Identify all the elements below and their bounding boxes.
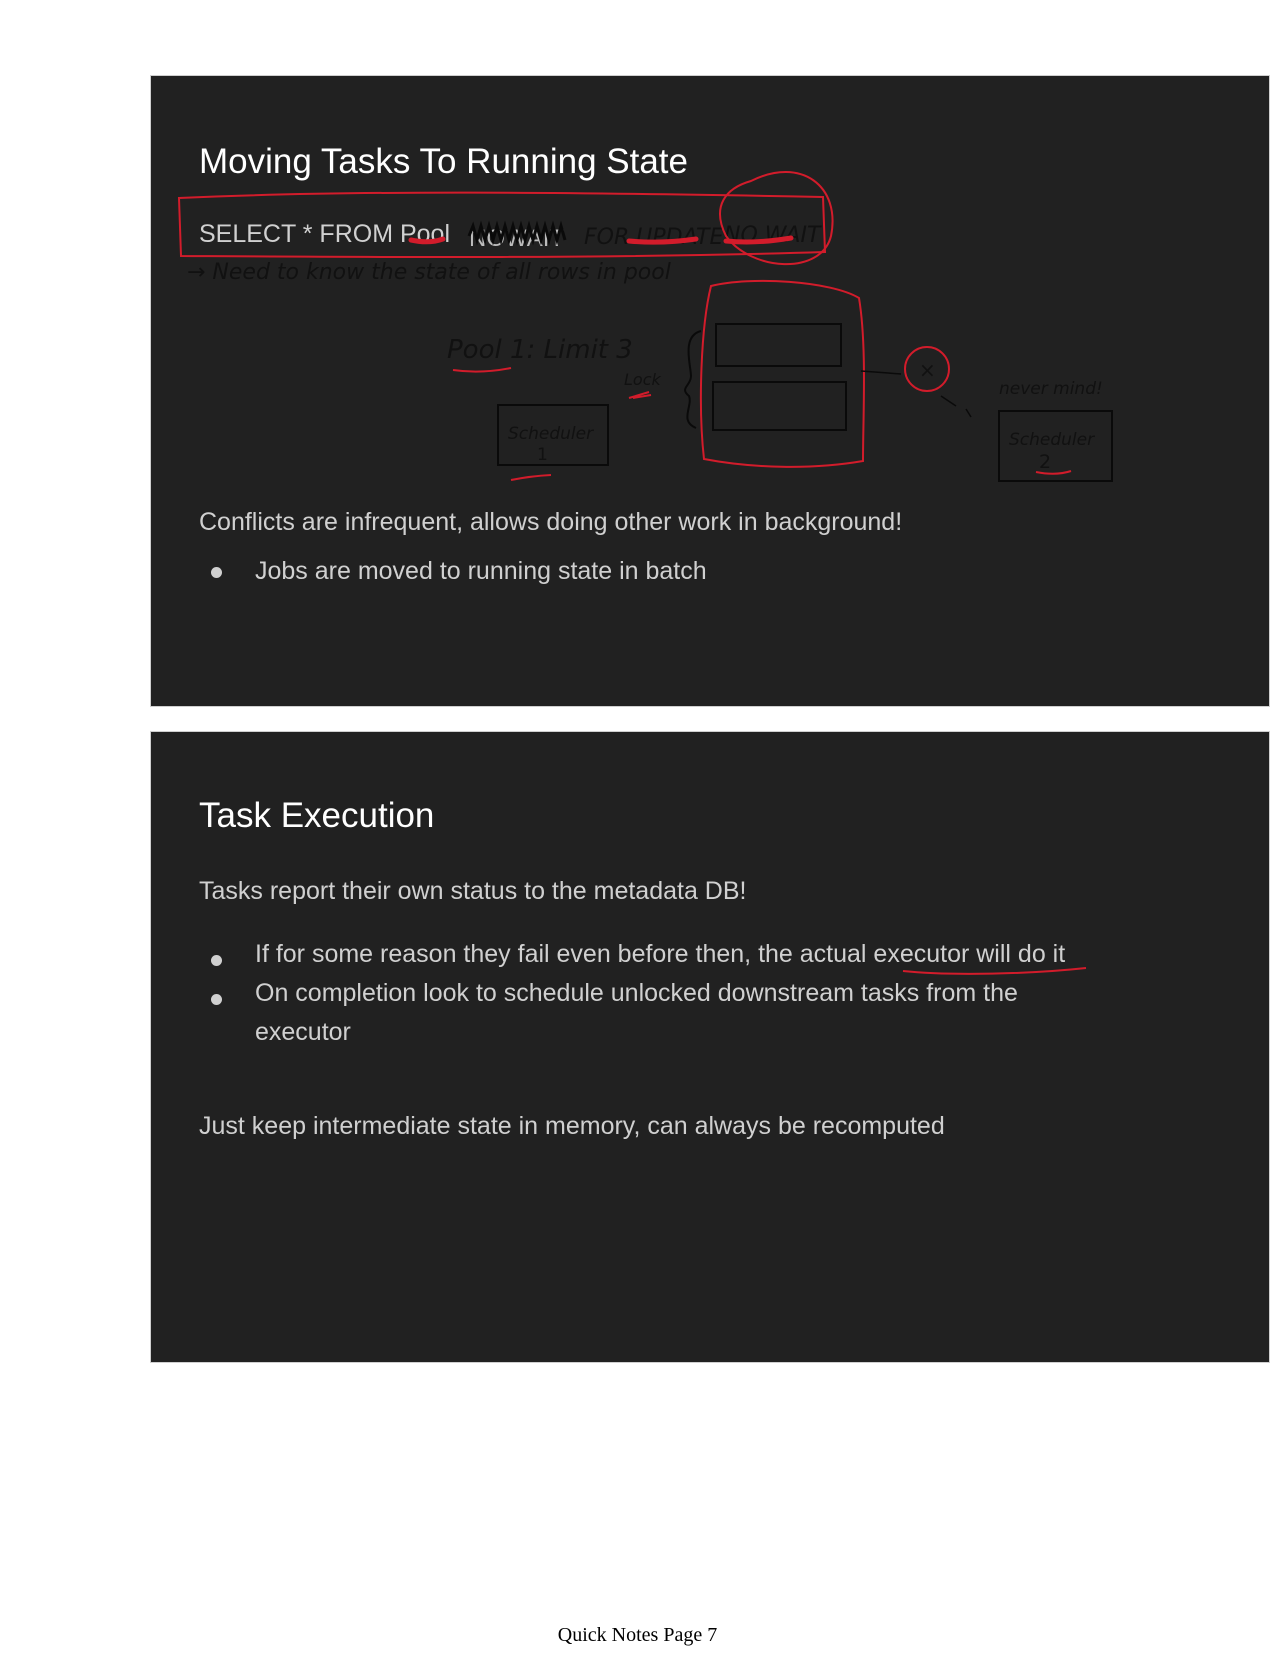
bullet-item: If for some reason they fail even before then, the actual executor will do it [255,940,1066,968]
handwritten-no-wait: NO WAIT [724,223,821,248]
never-mind-note: never mind! [999,379,1103,399]
dashed-retreat [941,396,971,417]
sql-statement: SELECT * FROM Pool [199,220,451,248]
bullet-item: Jobs are moved to running state in batch [255,557,707,585]
scheduler-1-label: Scheduler [508,424,594,444]
slide-title: Moving Tasks To Running State [199,142,688,181]
slide-task-execution [150,731,1270,1363]
handwritten-note: → Need to know the state of all rows in pool [187,260,671,285]
scheduler-2-label: Scheduler [1009,430,1095,450]
pool-label: Pool 1: Limit 3 [447,335,633,365]
lock-underline [629,392,651,398]
slide-title: Task Execution [199,796,435,835]
attempt-arrow [861,371,901,374]
slide-closing-text: Just keep intermediate state in memory, can always be recomputed [199,1112,945,1140]
slide-paragraph: Tasks report their own status to the metadata DB! [199,877,747,905]
lock-label: Lock [624,370,661,389]
bullet-dot [211,994,222,1005]
underline-pool-label [453,368,511,372]
underline-pool [411,239,443,242]
pool-slot-1 [716,324,841,366]
pool-slot-2 [713,382,846,430]
handwritten-for-update: FOR UPDATE [584,225,724,250]
brace [685,331,701,428]
slide-paragraph: Conflicts are infrequent, allows doing other work in background! [199,508,903,536]
scheduler-1-number: 1 [537,445,548,465]
handwritten-annotations [151,76,1270,707]
scribbled-word: NOWAIT [469,225,565,252]
no-wait-circle [720,172,833,264]
bullet-dot [211,955,222,966]
page-footer: Quick Notes Page 7 [557,1624,718,1646]
slide-moving-tasks [150,75,1270,707]
x-mark: × [919,358,936,382]
underline-scheduler-1 [511,475,551,480]
scheduler-2-number: 2 [1039,451,1052,473]
pool-slots-circle [701,281,864,467]
bullet-dot [211,567,222,578]
bullet-item: On completion look to schedule unlocked downstream tasks from the executor [255,979,1018,1046]
